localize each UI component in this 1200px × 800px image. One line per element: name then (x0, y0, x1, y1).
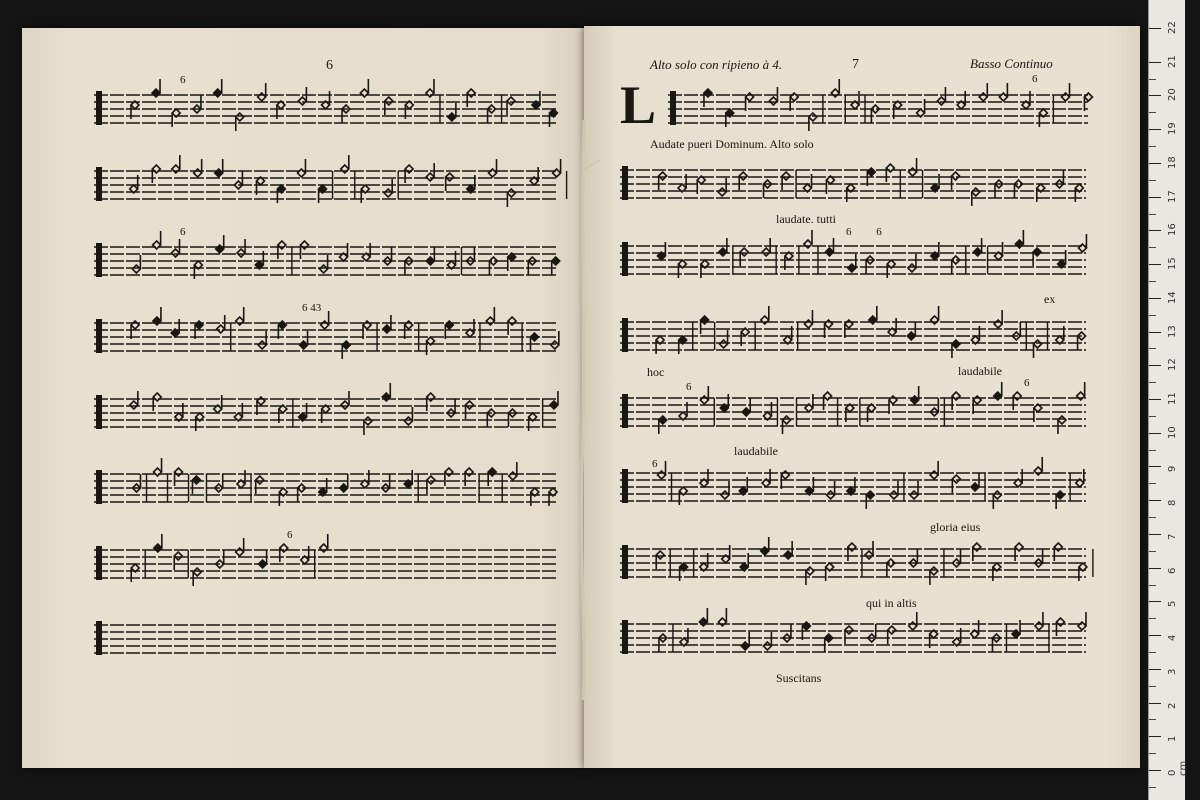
measurement-ruler (1148, 0, 1189, 800)
ruler-tick (1149, 534, 1161, 535)
ruler-label: 11 (1167, 392, 1178, 405)
ruler-label: 14 (1167, 291, 1178, 304)
ruler-label: 7 (1167, 533, 1178, 540)
music-staff (94, 239, 556, 289)
ruler-label: 21 (1167, 54, 1178, 68)
music-staff (620, 238, 1086, 288)
ruler-tick (1149, 450, 1156, 451)
ruler-tick (1149, 635, 1161, 636)
ruler-tick (1149, 281, 1156, 282)
drop-capital: L (620, 75, 657, 135)
figure-label: 6 (686, 381, 692, 393)
ruler-tick (1149, 585, 1156, 586)
ruler-label: 22 (1167, 21, 1178, 34)
music-staff (620, 465, 1086, 515)
ruler-label: 8 (1167, 499, 1178, 507)
music-staff (94, 542, 556, 592)
ruler-tick (1149, 365, 1161, 366)
ruler-tick (1149, 517, 1156, 518)
ruler-tick (1149, 79, 1156, 80)
ruler-tick (1149, 652, 1156, 653)
ruler-tick (1149, 433, 1161, 434)
part-heading: Alto solo con ripieno à 4. (650, 57, 783, 72)
ruler-tick (1149, 500, 1161, 501)
ruler-label: 0 cm (1167, 760, 1189, 776)
lyric-text: Audate pueri Dominum. Alto solo (650, 137, 814, 151)
lyric-text: Suscitans (776, 671, 822, 685)
ruler-label: 20 (1167, 88, 1178, 102)
ruler-label: 18 (1167, 156, 1178, 169)
music-staff (620, 616, 1086, 666)
music-staff (94, 617, 556, 667)
ruler-tick (1149, 770, 1161, 771)
ruler-label: 12 (1167, 358, 1178, 372)
ruler-tick (1149, 28, 1161, 29)
ruler-tick (1149, 95, 1161, 96)
ruler-tick (1149, 197, 1161, 198)
ruler-tick (1149, 264, 1161, 265)
ruler-tick (1149, 719, 1156, 720)
ruler-label: 13 (1167, 324, 1178, 338)
music-staff (620, 390, 1086, 440)
ruler-label: 5 (1167, 600, 1178, 608)
music-staff (620, 541, 1086, 591)
ruler-label: 10 (1167, 425, 1178, 439)
figure-label: 6 (652, 458, 658, 470)
ruler-tick (1149, 146, 1156, 147)
music-staff (94, 466, 556, 516)
lyric-text: ex (1044, 292, 1056, 306)
music-staff (94, 391, 556, 441)
ruler-label: 19 (1167, 122, 1178, 136)
ruler-tick (1149, 214, 1156, 215)
ruler-tick (1149, 483, 1156, 484)
ruler-tick (1149, 618, 1156, 619)
music-staff (620, 162, 1086, 212)
lyric-text: laudate. tutti (776, 212, 836, 226)
ruler-tick (1149, 669, 1161, 670)
figure-label: 6 (180, 74, 186, 86)
part-name: Basso Continuo (970, 56, 1053, 71)
figure-label: 6 (180, 226, 186, 238)
music-staff (620, 314, 1086, 364)
figure-label: 6 (1032, 73, 1038, 85)
ruler-tick (1149, 332, 1161, 333)
ruler-label: 2 (1167, 702, 1178, 709)
ruler-tick (1149, 568, 1161, 569)
figure-label: 6 (1024, 377, 1030, 389)
ruler-tick (1149, 247, 1156, 248)
ruler-label: 1 (1167, 735, 1178, 743)
left-page-number: 6 (326, 58, 333, 73)
music-staff (94, 315, 556, 365)
ruler-tick (1149, 551, 1156, 552)
ruler-tick (1149, 62, 1161, 63)
ruler-tick (1149, 230, 1161, 231)
ruler-tick (1149, 298, 1161, 299)
music-staff (668, 87, 1088, 137)
ruler-tick (1149, 180, 1156, 181)
lyric-text: gloria eius (930, 520, 981, 534)
ruler-label: 6 (1167, 567, 1178, 574)
ruler-label: 17 (1167, 189, 1178, 203)
ruler-tick (1149, 736, 1161, 737)
ruler-label: 15 (1167, 257, 1178, 271)
binding-thread (572, 110, 602, 710)
right-page-number: 7 (852, 57, 859, 72)
ruler-tick (1149, 416, 1156, 417)
ruler-tick (1149, 348, 1156, 349)
ruler-tick (1149, 382, 1156, 383)
ruler-tick (1149, 399, 1161, 400)
ruler-label: 9 (1167, 466, 1178, 473)
lyric-text: hoc (647, 365, 665, 379)
figure-label: 6 (287, 529, 293, 541)
music-staff (94, 87, 556, 137)
ruler-tick (1149, 129, 1161, 130)
ruler-tick (1149, 315, 1156, 316)
ruler-tick (1149, 703, 1161, 704)
lyric-text: qui in altis (866, 596, 917, 610)
ruler-tick (1149, 686, 1156, 687)
ruler-tick (1149, 163, 1161, 164)
figure-label: 6 43 (302, 302, 322, 314)
ruler-tick (1149, 753, 1156, 754)
ruler-label: 16 (1167, 223, 1178, 237)
ruler-tick (1149, 787, 1156, 788)
ruler-tick (1149, 466, 1161, 467)
music-staff (94, 163, 556, 213)
ruler-tick (1149, 601, 1161, 602)
lyric-text: laudabile (958, 364, 1002, 378)
figure-label: 6 6 (846, 226, 882, 238)
ruler-tick (1149, 112, 1156, 113)
ruler-label: 3 (1167, 668, 1178, 675)
ruler-label: 4 (1167, 634, 1178, 642)
lyric-text: laudabile (734, 444, 778, 458)
